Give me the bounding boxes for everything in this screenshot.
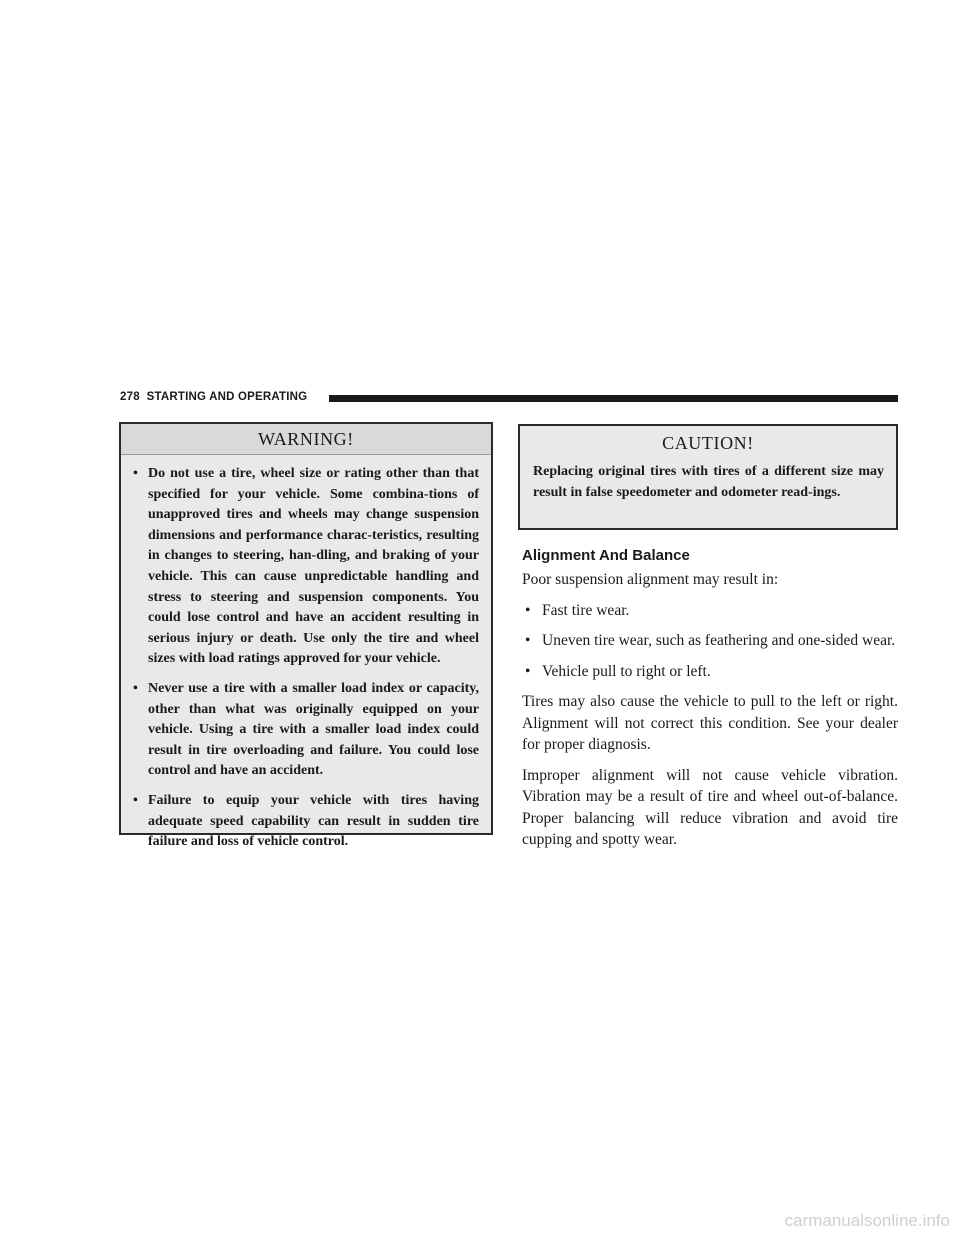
list-item: • Vehicle pull to right or left.: [522, 661, 898, 683]
alignment-section: [522, 546, 898, 860]
paragraph: Improper alignment will not cause vehicle vibration. Vibration may be a result of tire and wheel out-of-balance. Proper balancing will reduce vibration and avoid tire cupping and spotty wear.: [522, 766, 898, 848]
intro-paragraph: Poor suspension alignment may result in:: [522, 571, 779, 588]
header-text: [120, 391, 307, 403]
bullet-icon: •: [525, 601, 531, 619]
caution-box: [518, 424, 898, 530]
warning-item: • Never use a tire with a smaller load index or capacity, other than what was originally equipped on your vehicle. Using a tire with a smaller load index could result in tire overloading and failure. You could lose control and have an accident.: [133, 680, 479, 779]
alignment-list: [522, 600, 898, 683]
warning-item: • Failure to equip your vehicle with tires having adequate speed capability can result in sudden tire failure and loss of vehicle control.: [133, 792, 479, 850]
caution-title: CAUTION!: [662, 433, 754, 453]
header-rule: [329, 395, 898, 402]
bullet-icon: •: [525, 662, 531, 680]
caution-text: Replacing original tires with tires of a different size may result in false speedometer and odometer read-ings.: [533, 464, 884, 500]
section-heading: Alignment And Balance: [522, 547, 690, 564]
paragraph: Tires may also cause the vehicle to pull to the left or right. Alignment will not correct this condition. See your dealer for proper diagnosis.: [522, 693, 898, 753]
list-item: • Fast tire wear.: [522, 600, 898, 622]
list-item: • Uneven tire wear, such as feathering and one-sided wear.: [522, 630, 898, 652]
page-number: 278: [120, 391, 140, 403]
warning-box: [119, 422, 493, 850]
warning-item: • Do not use a tire, wheel size or rating other than that specified for your vehicle. Some combina-tions of unapproved tires and wheels may change suspension dimensions and performance charac-teristics, resulting in changes to steering, han-dling, and braking of your vehicle. This can cause unpredictable handling and stress to steering and suspension components. You could lose control and have an accident resulting in serious injury or death. Use only the tire and wheel sizes with load ratings approved for your vehicle.: [133, 466, 479, 667]
bullet-icon: •: [133, 792, 138, 808]
section-title: STARTING AND OPERATING: [146, 391, 308, 403]
page-header: [120, 390, 898, 406]
bullet-icon: •: [133, 466, 138, 481]
bullet-icon: •: [133, 680, 138, 696]
bullet-icon: •: [525, 632, 531, 649]
warning-list: [121, 455, 491, 853]
watermark: carmanualsonline.info: [784, 1211, 950, 1230]
warning-title: WARNING!: [121, 424, 491, 455]
